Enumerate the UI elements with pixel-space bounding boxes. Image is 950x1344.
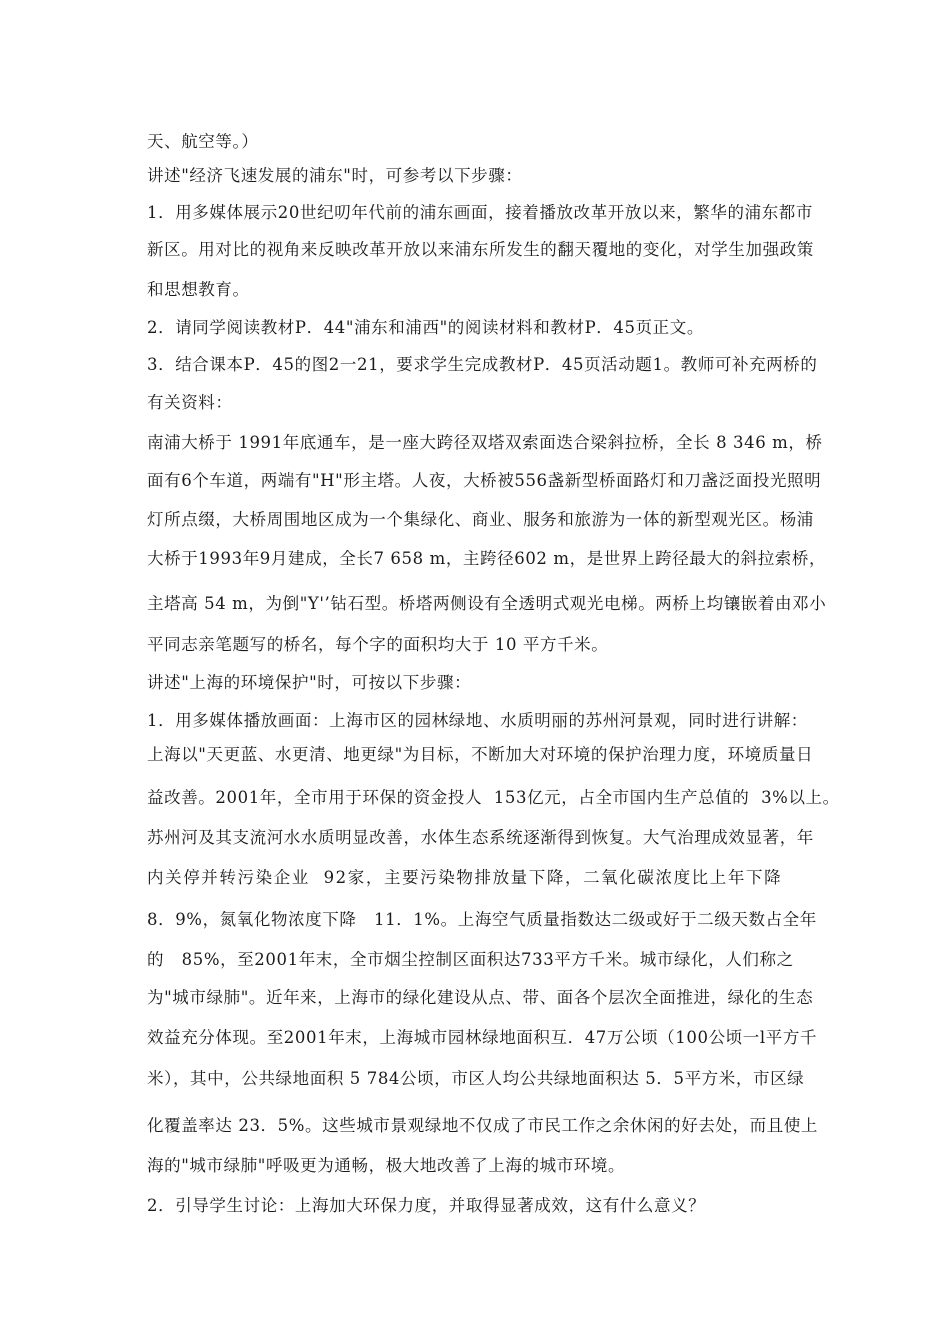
- text-line: 3．结合课本P．45的图2一21，要求学生完成教材P．45页活动题1。教师可补充两桥的: [147, 355, 818, 374]
- text-line: 面有6个车道，两端有"H"形主塔。人夜，大桥被556盏新型桥面路灯和刀盏泛面投光照明: [147, 471, 822, 490]
- text-line: 内关停并转污染企业 92家，主要污染物排放量下降，二氧化碳浓度比上年下降: [147, 868, 783, 887]
- text-line: 灯所点缀，大桥周围地区成为一个集绿化、商业、服务和旅游为一体的新型观光区。杨浦: [147, 510, 814, 529]
- text-line: 海的"城市绿肺"呼吸更为通畅，极大地改善了上海的城市环境。: [147, 1156, 626, 1175]
- text-line: 讲述"经济飞速发展的浦东"时，可参考以下步骤：: [147, 166, 523, 185]
- text-line: 2．请同学阅读教材P．44"浦东和浦西"的阅读材料和教材P．45页正文。: [147, 318, 704, 337]
- text-line: 苏州河及其支流河水水质明显改善，水体生态系统逐渐得到恢复。大气治理成效显著，年: [147, 828, 814, 847]
- text-line: 2．引导学生讨论：上海加大环保力度，并取得显著成效，这有什么意义？: [147, 1196, 706, 1215]
- text-line: 米），其中，公共绿地面积 5 784公顷，市区人均公共绿地面积达 5．5平方米，市区绿: [147, 1069, 805, 1088]
- text-line: 1．用多媒体播放画面：上海市区的园林绿地、水质明丽的苏州河景观，同时进行讲解：: [147, 711, 808, 730]
- text-line: 8．9%，氮氧化物浓度下降 11．1%。上海空气质量指数达二级或好于二级天数占全年: [147, 910, 817, 929]
- text-line: 上海以"天更蓝、水更清、地更绿"为目标，不断加大对环境的保护治理力度，环境质量日: [147, 745, 814, 764]
- text-line: 天、航空等。）: [147, 132, 259, 151]
- text-line: 化覆盖率达 23．5%。这些城市景观绿地不仅成了市民工作之余休闲的好去处，而且使上: [147, 1116, 819, 1135]
- text-line: 主塔高 54 m，为倒"Y'’钻石型。桥塔两侧设有全透明式观光电梯。两桥上均镶嵌着由邓小: [147, 594, 827, 613]
- text-line: 南浦大桥于 1991年底通车，是一座大跨径双塔双索面迭合梁斜拉桥，全长 8 346 m，桥: [147, 433, 823, 452]
- text-line: 益改善。2001年，全市用于环保的资金投人 153亿元，占全市国内生产总值的 3%以上。: [147, 788, 840, 807]
- text-line: 平同志亲笔题写的桥名，每个字的面积均大于 10 平方千米。: [147, 635, 609, 654]
- text-line: 有关资料：: [147, 393, 233, 412]
- text-line: 和思想教育。: [147, 280, 250, 299]
- text-line: 1．用多媒体展示20世纪叨年代前的浦东画面，接着播放改革开放以来，繁华的浦东都市: [147, 203, 813, 222]
- text-line: 效益充分体现。至2001年末，上海城市园林绿地面积互．47万公顷（100公顷一l平方千: [147, 1028, 818, 1047]
- text-line: 大桥于1993年9月建成，全长7 658 m，主跨径602 m，是世界上跨径最大的斜拉索桥，: [147, 549, 827, 568]
- text-line: 讲述"上海的环境保护"时，可按以下步骤：: [147, 673, 472, 692]
- text-line: 新区。用对比的视角来反映改革开放以来浦东所发生的翻天覆地的变化，对学生加强政策: [147, 240, 814, 259]
- text-line: 的 85%，至2001年末，全市烟尘控制区面积达733平方千米。城市绿化，人们称之: [147, 950, 794, 969]
- text-line: 为"城市绿肺"。近年来，上海市的绿化建设从点、带、面各个层次全面推进，绿化的生态: [147, 988, 814, 1007]
